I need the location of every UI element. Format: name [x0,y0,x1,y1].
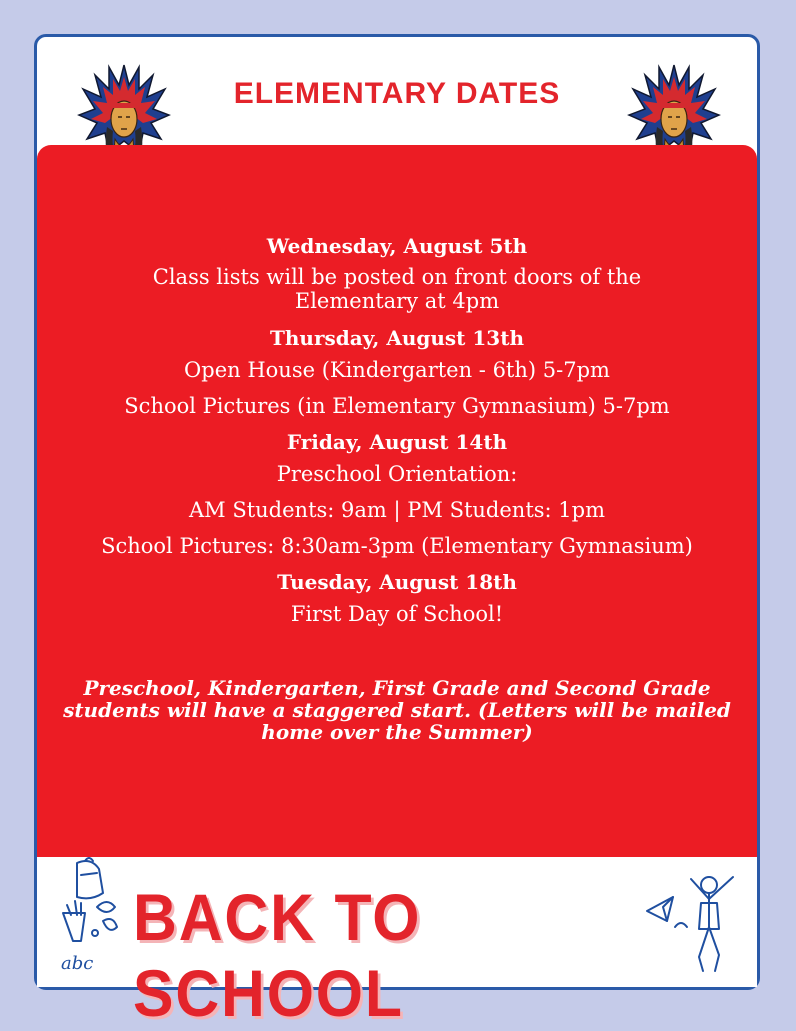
event-class-lists: Class lists will be posted on front doors of the Elementary at 4pm [152,265,642,313]
event-school-pictures-friday: School Pictures: 8:30am-3pm (Elementary Gymnasium) [101,534,693,558]
date-heading-friday: Friday, August 14th [286,430,508,454]
event-first-day: First Day of School! [290,602,504,626]
date-heading-wednesday: Wednesday, August 5th [266,234,528,258]
page-title: ELEMENTARY DATES [233,77,561,110]
date-heading-thursday: Thursday, August 13th [270,326,524,350]
event-student-times: AM Students: 9am | PM Students: 1pm [188,498,605,522]
back-to-school-banner: BACK TO SCHOOL [133,880,422,1030]
dates-panel [37,145,757,857]
date-heading-tuesday: Tuesday, August 18th [277,570,517,594]
flyer-card [34,34,760,1030]
school-doodles-icon [51,857,131,977]
event-school-pictures-thursday: School Pictures (in Elementary Gymnasium) 5-7pm [124,394,670,418]
event-open-house: Open House (Kindergarten - 6th) 5-7pm [184,358,610,382]
staggered-start-note: Preschool, Kindergarten, First Grade and Second Grade students will have a staggered start. (Letters will be mailed home over the Summer) [63,676,731,744]
student-paper-plane-icon [643,867,747,977]
footer-banner [37,857,757,1030]
abc-doodle-text: abc [61,953,94,974]
event-preschool-orientation: Preschool Orientation: [276,462,518,486]
